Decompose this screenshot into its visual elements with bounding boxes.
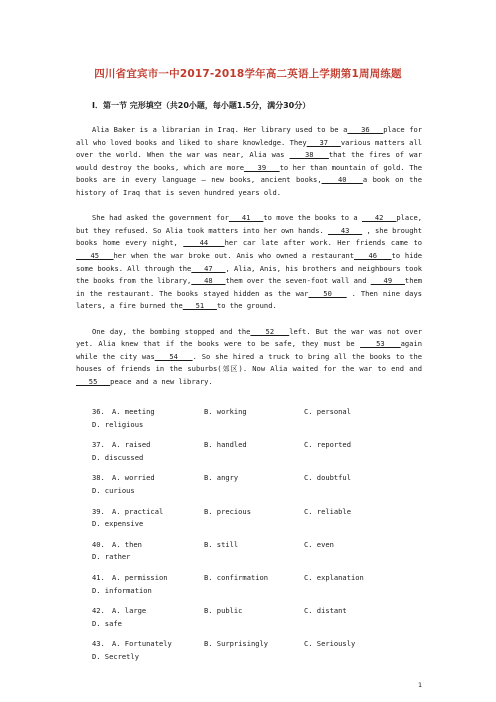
passage-text: place for all who loved books and liked to share knowledge. They: [76, 125, 423, 147]
option-c[interactable]: C. personal: [304, 407, 351, 416]
question-number: 41.: [92, 572, 110, 582]
passage-text: , she brought books home every night,: [76, 225, 423, 248]
passage-text: , Alia, Anis, his brothers and neighbours took the books from the library,: [76, 263, 422, 286]
passage-text: to her than mountain of gold. The books are in every language — new books, ancient books,: [76, 162, 423, 185]
passage-text: One day, the bombing stopped and the: [92, 326, 251, 336]
option-a[interactable]: A. worried: [112, 473, 155, 483]
option-d[interactable]: D. Secretly: [92, 651, 139, 661]
question-number: 40.: [92, 539, 110, 549]
passage-text: a book on the history of Iraq that is seven hundred years old.: [76, 175, 422, 197]
option-c[interactable]: C. reliable: [304, 506, 351, 516]
blank-39: 39: [244, 162, 280, 172]
option-c[interactable]: C. doubtful: [304, 473, 351, 483]
question-number: 38.: [92, 473, 110, 483]
blank-37: 37: [306, 137, 341, 147]
option-b[interactable]: B. confirmation: [204, 572, 269, 582]
blank-47: 47: [191, 263, 226, 273]
option-d[interactable]: D. discussed: [92, 452, 144, 462]
option-c[interactable]: C. reported: [304, 440, 351, 450]
option-b[interactable]: B. precious: [204, 506, 251, 516]
blank-54: 54: [154, 351, 193, 361]
option-a[interactable]: A. permission: [112, 572, 168, 582]
passage-text: again while the city was: [76, 339, 422, 361]
passage-text: peace and a new library.: [110, 376, 213, 386]
page-number: 1: [418, 681, 423, 689]
blank-38: 38: [289, 150, 329, 160]
passage-text: place, but they refused. So Alia took matters into her own hands.: [76, 213, 423, 235]
option-d[interactable]: D. rather: [92, 552, 131, 562]
option-a[interactable]: A. Fortunately: [112, 639, 172, 649]
option-b[interactable]: B. still: [204, 539, 239, 549]
passage-text: them over the seven-foot wall and: [225, 276, 371, 286]
passage-text: her when the war broke out. Anis who owned a restaurant: [113, 250, 355, 260]
cloze-passage: [76, 124, 422, 401]
question-38: [76, 472, 422, 497]
option-a[interactable]: A. practical: [112, 506, 164, 516]
blank-52: 52: [250, 326, 290, 336]
option-b[interactable]: B. working: [204, 407, 247, 416]
question-43: [76, 638, 422, 663]
question-number: 37.: [92, 440, 110, 450]
option-a[interactable]: A. then: [112, 539, 142, 549]
blank-55: 55: [76, 376, 111, 386]
question-36: [76, 406, 422, 431]
section-title: I．第一节 完形填空（共20小题，每小题1.5分，满分30分）: [92, 101, 311, 110]
option-b[interactable]: B. Surprisingly: [204, 639, 269, 649]
question-options: [76, 406, 422, 672]
option-d[interactable]: D. safe: [92, 618, 122, 628]
blank-50: 50: [308, 288, 347, 298]
option-d[interactable]: D. information: [92, 585, 152, 595]
option-c[interactable]: C. even: [304, 539, 334, 549]
question-41: [76, 572, 422, 597]
option-a[interactable]: A. raised: [112, 440, 151, 450]
question-number: 36.: [92, 407, 110, 416]
blank-43: 43: [328, 225, 363, 235]
passage-text: She had asked the government for: [92, 213, 229, 223]
blank-44: 44: [183, 238, 225, 248]
passage-text: that the fires of war would destroy the books, which are more: [76, 150, 423, 172]
blank-53: 53: [360, 339, 401, 349]
question-number: 39.: [92, 506, 110, 516]
option-b[interactable]: B. public: [204, 606, 243, 616]
question-42: [76, 605, 422, 630]
option-d[interactable]: D. religious: [92, 419, 144, 429]
blank-49: 49: [370, 276, 405, 286]
passage-text: to move the books to a: [263, 213, 362, 223]
question-number: 42.: [92, 606, 110, 616]
option-a[interactable]: A. meeting: [112, 407, 155, 416]
option-a[interactable]: A. large: [112, 606, 147, 616]
page-title: 四川省宜宾市一中2017-2018学年高二英语上学期第1周周练题: [94, 68, 402, 80]
blank-42: 42: [361, 213, 397, 223]
passage-paragraph: [76, 326, 422, 389]
blank-36: 36: [347, 125, 384, 134]
blank-45: 45: [76, 250, 114, 260]
question-39: [76, 506, 422, 531]
option-b[interactable]: B. angry: [204, 473, 239, 483]
passage-paragraph: [76, 212, 422, 313]
question-number: 43.: [92, 639, 110, 649]
blank-41: 41: [228, 213, 264, 223]
option-c[interactable]: C. Seriously: [304, 639, 356, 649]
passage-text: left. But the war was not over yet. Alia knew that if the books were to be safe, they must be: [76, 326, 423, 349]
question-40: [76, 539, 422, 564]
option-c[interactable]: C. distant: [304, 606, 347, 616]
option-c[interactable]: C. explanation: [304, 572, 364, 582]
blank-51: 51: [182, 301, 217, 311]
blank-48: 48: [191, 276, 226, 286]
passage-text: Alia Baker is a librarian in Iraq. Her library used to be a: [92, 125, 348, 134]
passage-text: them in the restaurant. The books stayed hidden as the war: [76, 276, 423, 298]
option-d[interactable]: D. curious: [92, 485, 135, 495]
option-d[interactable]: D. expensive: [92, 519, 144, 529]
passage-text: various matters all over the world. When the war was near, Alia was: [76, 137, 422, 160]
question-37: [76, 439, 422, 464]
passage-text: to the ground.: [216, 301, 277, 311]
passage-text: to hide some books. All through the: [76, 250, 423, 273]
blank-46: 46: [354, 250, 392, 260]
passage-paragraph: [76, 124, 422, 200]
passage-text: her car late after work. Her friends came to: [224, 238, 423, 248]
passage-text: . Then nine days laters, a fire burned the: [76, 288, 422, 311]
option-b[interactable]: B. handled: [204, 440, 247, 450]
passage-text: . So she hired a truck to bring all the books to the houses of friends in the suburbs(郊区). Now Alia waited for the war to end and: [76, 351, 422, 374]
blank-40: 40: [321, 175, 363, 185]
